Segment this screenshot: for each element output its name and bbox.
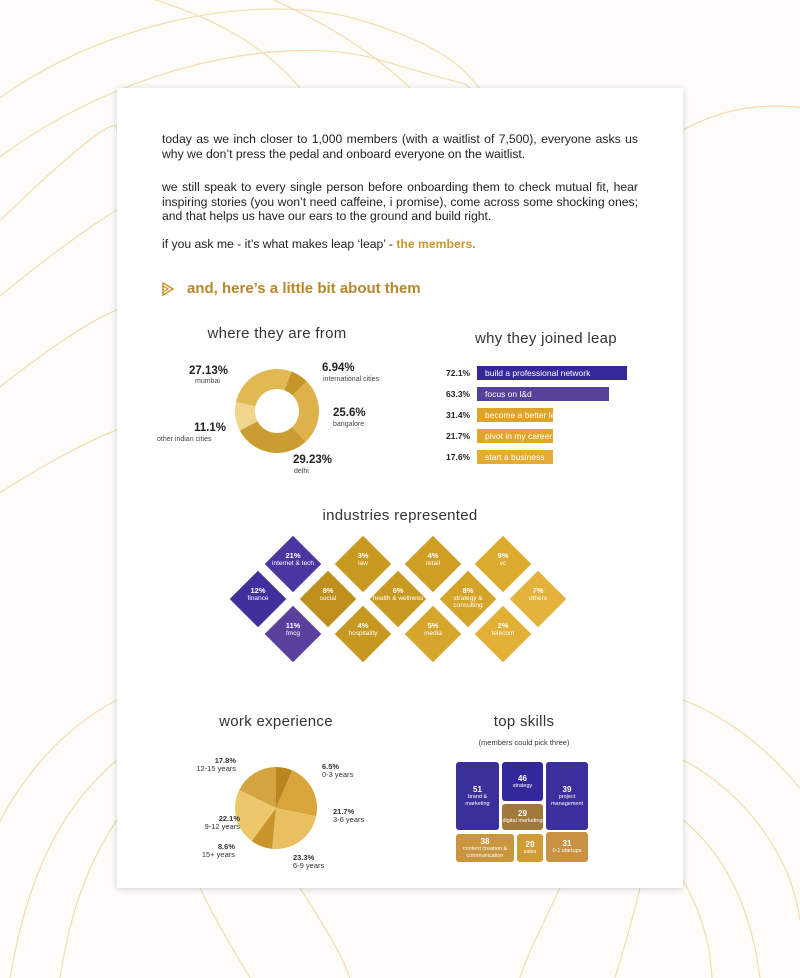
- intro-paragraph-1: today as we inch closer to 1,000 members (with a waitlist of 7,500), everyone asks us why we don’t press the pedal and onboard everyone on the waitlist.: [162, 132, 638, 161]
- skill-cell: [546, 832, 588, 862]
- industry-tile-label: [335, 551, 391, 567]
- skill-cell: [456, 834, 514, 862]
- industry-percentage: 8%: [462, 586, 474, 595]
- skill-count: 51: [473, 785, 482, 794]
- industry-name: others: [528, 595, 548, 602]
- industry-percentage: 5%: [427, 621, 439, 630]
- intro-paragraph-3-text: if you ask me - it’s what makes leap ‘leap’ -: [162, 237, 397, 251]
- experience-label-name: 0-3 years: [322, 770, 354, 779]
- skill-name: project management: [550, 794, 584, 807]
- reasons-bar: start a business: [477, 450, 553, 464]
- industry-name: social: [319, 595, 337, 602]
- skill-name: content creation & communication: [462, 846, 508, 859]
- reasons-bar-value: 31.4%: [446, 410, 471, 420]
- experience-pie-chart: [234, 766, 318, 850]
- industry-percentage: 2%: [497, 621, 509, 630]
- industry-tile-label: [265, 621, 321, 637]
- reasons-bar-value: 63.3%: [446, 389, 471, 399]
- skill-name: digital marketing: [502, 818, 543, 825]
- skill-name: strategy: [512, 782, 533, 789]
- industry-percentage: 3%: [357, 551, 369, 560]
- origin-slice-mumbai: [236, 369, 291, 406]
- origin-donut-chart: [234, 368, 320, 454]
- industry-tile-label: [405, 551, 461, 567]
- reasons-bar: pivot in my career: [477, 429, 553, 443]
- skill-cell: [456, 762, 499, 830]
- industry-percentage: 8%: [322, 586, 334, 595]
- industry-name: finance: [247, 595, 269, 602]
- industry-name: law: [358, 560, 368, 567]
- skill-count: 38: [480, 837, 490, 846]
- skill-cell: [502, 804, 543, 830]
- industry-tile-label: [440, 586, 496, 609]
- industry-tile-label: [405, 621, 461, 637]
- industry-tile-label: [475, 621, 531, 637]
- industries-chart-title: industries represented: [322, 507, 478, 524]
- skills-chart-subtitle: (members could pick three): [478, 738, 570, 747]
- intro-highlight: the members.: [396, 237, 476, 251]
- origin-label-mumbai-name: mumbai: [195, 378, 220, 385]
- experience-label-name: 12-15 years: [196, 764, 236, 773]
- industry-name: retail: [425, 560, 441, 567]
- origin-label-bangalore-pct: 25.6%: [333, 407, 366, 419]
- experience-label-pct: 23.3%: [293, 853, 315, 862]
- experience-label-name: 9-12 years: [204, 822, 240, 831]
- industry-percentage: 7%: [532, 586, 544, 595]
- experience-chart-title: work experience: [219, 713, 333, 730]
- intro-paragraph-2: we still speak to every single person before onboarding them to check mutual fit, hear inspiring stories (you won’t need caffeine, i promise), come across some shocking ones; and that helps us have our ears to the ground and build right.: [162, 180, 638, 224]
- industry-tile-label: [335, 621, 391, 637]
- skill-count: 46: [518, 773, 527, 783]
- experience-label: [202, 843, 235, 859]
- section-heading-text: and, here’s a little bit about them: [187, 280, 421, 297]
- industry-tile-label: [475, 551, 531, 567]
- industry-percentage: 21%: [285, 551, 301, 560]
- origin-label-mumbai-pct: 27.13%: [189, 365, 229, 377]
- experience-label: [333, 808, 364, 824]
- experience-label: [322, 763, 353, 779]
- experience-label-pct: 8.6%: [217, 842, 235, 851]
- experience-label: [205, 815, 240, 831]
- reasons-chart-title: why they joined leap: [475, 330, 617, 347]
- industry-name: health & wellness: [372, 595, 424, 602]
- industry-percentage: 12%: [250, 586, 266, 595]
- intro-paragraph-3: [162, 237, 638, 252]
- experience-label-name: 15+ years: [201, 850, 235, 859]
- industry-tile-label: [300, 586, 356, 602]
- skill-name: brand & marketing: [465, 794, 490, 807]
- industry-tile-label: [230, 586, 286, 602]
- origin-label-delhi-pct: 29.23%: [293, 454, 333, 466]
- skill-cell: [546, 762, 588, 830]
- experience-label: [196, 757, 236, 773]
- skill-name: 0-1 startups: [552, 848, 582, 855]
- play-arrow-icon: [161, 282, 175, 296]
- content-card: [117, 88, 683, 888]
- experience-label-pct: 21.7%: [333, 807, 355, 816]
- industry-percentage: 4%: [357, 621, 369, 630]
- reasons-bar: become a better leader: [477, 408, 553, 422]
- industry-name: strategy & consulting: [453, 595, 483, 609]
- skill-count: 31: [562, 839, 572, 849]
- origin-label-intl-pct: 6.94%: [322, 362, 355, 374]
- origin-label-intl-name: international cities: [323, 376, 380, 383]
- industry-name: fmcg: [285, 630, 301, 637]
- origin-label-other-name: other indian cities: [157, 436, 212, 443]
- industry-percentage: 11%: [285, 621, 301, 630]
- origin-chart-title: where they are from: [207, 325, 347, 342]
- skill-cell: [517, 834, 543, 862]
- industry-name: telecom: [491, 630, 515, 637]
- industry-percentage: 4%: [427, 551, 439, 560]
- industry-percentage: 9%: [497, 551, 509, 560]
- experience-label-pct: 6.5%: [322, 762, 340, 771]
- section-heading: [161, 280, 421, 297]
- industry-tile-label: [265, 551, 321, 567]
- reasons-bar: build a professional network: [477, 366, 627, 380]
- reasons-bar: focus on l&d: [477, 387, 609, 401]
- industry-name: internet & tech: [272, 560, 314, 567]
- reasons-bar-value: 17.6%: [446, 452, 471, 462]
- experience-label-name: 6-9 years: [293, 861, 325, 870]
- origin-label-delhi-name: delhi: [294, 468, 309, 475]
- skills-chart-title: top skills: [493, 713, 555, 730]
- industry-name: vc: [499, 560, 507, 567]
- skill-count: 39: [562, 785, 572, 794]
- industry-percentage: 6%: [392, 586, 404, 595]
- experience-label-pct: 22.1%: [218, 814, 240, 823]
- industry-name: hospitality: [348, 630, 378, 637]
- reasons-bar-value: 21.7%: [446, 431, 471, 441]
- origin-label-other-pct: 11.1%: [194, 422, 226, 434]
- experience-label-pct: 17.8%: [214, 756, 236, 765]
- skill-cell: [502, 762, 543, 801]
- experience-label-name: 3-6 years: [333, 815, 365, 824]
- experience-label: [293, 854, 324, 870]
- skill-name: sales: [523, 849, 537, 856]
- origin-label-bangalore-name: bangalore: [333, 421, 365, 428]
- industry-name: media: [424, 630, 442, 637]
- industry-tile-label: [510, 586, 566, 602]
- skill-count: 29: [525, 840, 535, 850]
- skill-count: 29: [518, 809, 527, 819]
- industry-tile-label: [370, 586, 426, 602]
- reasons-bar-value: 72.1%: [446, 368, 471, 378]
